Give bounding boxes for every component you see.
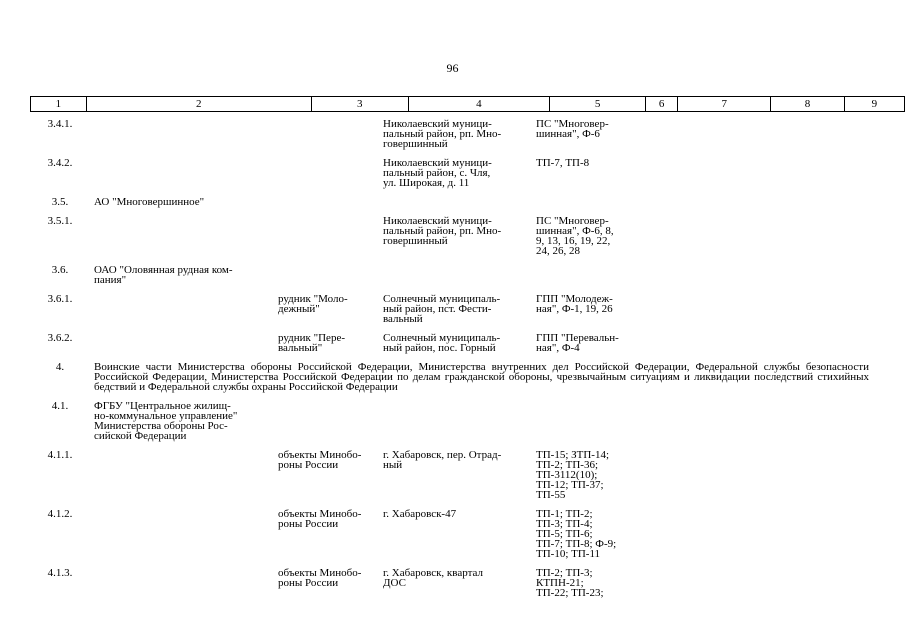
feeder-cell: ПС "Многовер- шинная", Ф-6, 8, 9, 13, 16, 19, 22, 24, 26, 28 xyxy=(536,215,614,257)
table-row xyxy=(30,333,875,362)
table-row xyxy=(30,216,875,265)
organization-cell xyxy=(90,216,274,265)
feeder-cell xyxy=(532,197,636,216)
row-number: 3.4.2. xyxy=(47,157,73,169)
column-header-4: 4 xyxy=(408,97,549,112)
column-header-5: 5 xyxy=(550,97,646,112)
row-number: 4.1.2. xyxy=(47,508,73,520)
row-number: 3.6.1. xyxy=(47,293,73,305)
location-cell xyxy=(379,265,532,294)
location-cell: Солнечный муниципаль- ный район, пос. Горный xyxy=(383,332,501,354)
table-row xyxy=(30,294,875,333)
feeder-cell: ТП-1; ТП-2; ТП-3; ТП-4; ТП-5; ТП-6; ТП-7; ТП-8; Ф-9; ТП-10; ТП-11 xyxy=(536,508,617,560)
object-cell xyxy=(274,197,379,216)
location-cell: Солнечный муниципаль- ный район, пст. Фести- вальный xyxy=(383,293,501,325)
location-cell xyxy=(379,197,532,216)
feeder-cell: ТП-2; ТП-3; КТПН-21; ТП-22; ТП-23; xyxy=(536,567,604,599)
row-number: 3.6. xyxy=(51,264,69,276)
location-cell: г. Хабаровск, квартал ДОС xyxy=(383,567,483,589)
row-number: 4. xyxy=(55,361,65,373)
table-row xyxy=(30,450,875,509)
location-cell: г. Хабаровск-47 xyxy=(383,508,457,520)
table-row xyxy=(30,401,875,450)
object-cell xyxy=(274,265,379,294)
column-header-3: 3 xyxy=(311,97,408,112)
organization-cell: ФГБУ "Центральное жилищ- но-коммунальное управление" Министерства обороны Рос- сийской Федерации xyxy=(94,400,238,442)
row-number: 4.1.3. xyxy=(47,567,73,579)
organization-cell xyxy=(90,333,274,362)
feeder-cell xyxy=(532,265,636,294)
section-heading: Воинские части Министерства обороны Российской Федерации, Министерства внутренних дел Российской Федерации, Федеральной службы безопасности Российской Федерации, Министерства Российской Федерации по делам гражданской обороны, чрезвычайным ситуациям и ликвидации последствий стихийных бедствий и Федеральной службы охраны Российской Федерации xyxy=(94,361,869,393)
column-header-6: 6 xyxy=(646,97,678,112)
column-header-2: 2 xyxy=(86,97,311,112)
object-cell: объекты Минобо- роны России xyxy=(278,508,362,530)
feeder-cell: ПС "Многовер- шинная", Ф-6 xyxy=(536,118,609,140)
table-row xyxy=(30,568,875,598)
object-cell: рудник "Пере- вальный" xyxy=(278,332,345,354)
row-number: 3.5. xyxy=(51,196,69,208)
table-row xyxy=(30,197,875,216)
row-number: 3.6.2. xyxy=(47,332,73,344)
page-number: 96 xyxy=(446,61,459,75)
table-row xyxy=(30,362,875,401)
row-number: 4.1. xyxy=(51,400,69,412)
organization-cell: АО "Многовершинное" xyxy=(94,196,205,208)
object-cell xyxy=(274,401,379,450)
object-cell xyxy=(274,119,379,158)
location-cell: Николаевский муници- пальный район, рп. Мно- говершинный xyxy=(383,118,502,150)
organization-cell xyxy=(90,119,274,158)
column-header-8: 8 xyxy=(771,97,844,112)
column-header-9: 9 xyxy=(844,97,904,112)
table-row xyxy=(30,119,875,158)
object-cell: объекты Минобо- роны России xyxy=(278,449,362,471)
row-number: 4.1.1. xyxy=(47,449,73,461)
feeder-cell: ТП-7, ТП-8 xyxy=(536,157,590,169)
object-cell xyxy=(274,216,379,265)
object-cell: рудник "Моло- дежный" xyxy=(278,293,348,315)
feeder-cell: ГПП "Перевальн- ная", Ф-4 xyxy=(536,332,619,354)
organization-cell xyxy=(90,158,274,197)
table-row xyxy=(30,509,875,568)
feeder-cell xyxy=(532,401,636,450)
column-header-7: 7 xyxy=(678,97,771,112)
organization-cell xyxy=(90,294,274,333)
column-header-1: 1 xyxy=(31,97,87,112)
feeder-cell: ТП-15; ЗТП-14; ТП-2; ТП-36; ТП-3112(10); ТП-12; ТП-37; ТП-55 xyxy=(536,449,610,501)
organization-cell xyxy=(90,450,274,509)
object-cell: объекты Минобо- роны России xyxy=(278,567,362,589)
table-row xyxy=(30,158,875,197)
organization-cell xyxy=(90,509,274,568)
column-header-table xyxy=(30,96,905,112)
location-cell: г. Хабаровск, пер. Отрад- ный xyxy=(383,449,502,471)
location-cell: Николаевский муници- пальный район, с. Чля, ул. Широкая, д. 11 xyxy=(383,157,492,189)
object-cell xyxy=(274,158,379,197)
location-cell xyxy=(379,401,532,450)
table-row xyxy=(30,265,875,294)
row-number: 3.4.1. xyxy=(47,118,73,130)
feeder-cell: ГПП "Молодеж- ная", Ф-1, 19, 26 xyxy=(536,293,613,315)
row-number: 3.5.1. xyxy=(47,215,73,227)
location-cell: Николаевский муници- пальный район, рп. Мно- говершинный xyxy=(383,215,502,247)
data-table xyxy=(30,119,875,598)
organization-cell xyxy=(90,568,274,598)
organization-cell: ОАО "Оловянная рудная ком- пания" xyxy=(94,264,233,286)
